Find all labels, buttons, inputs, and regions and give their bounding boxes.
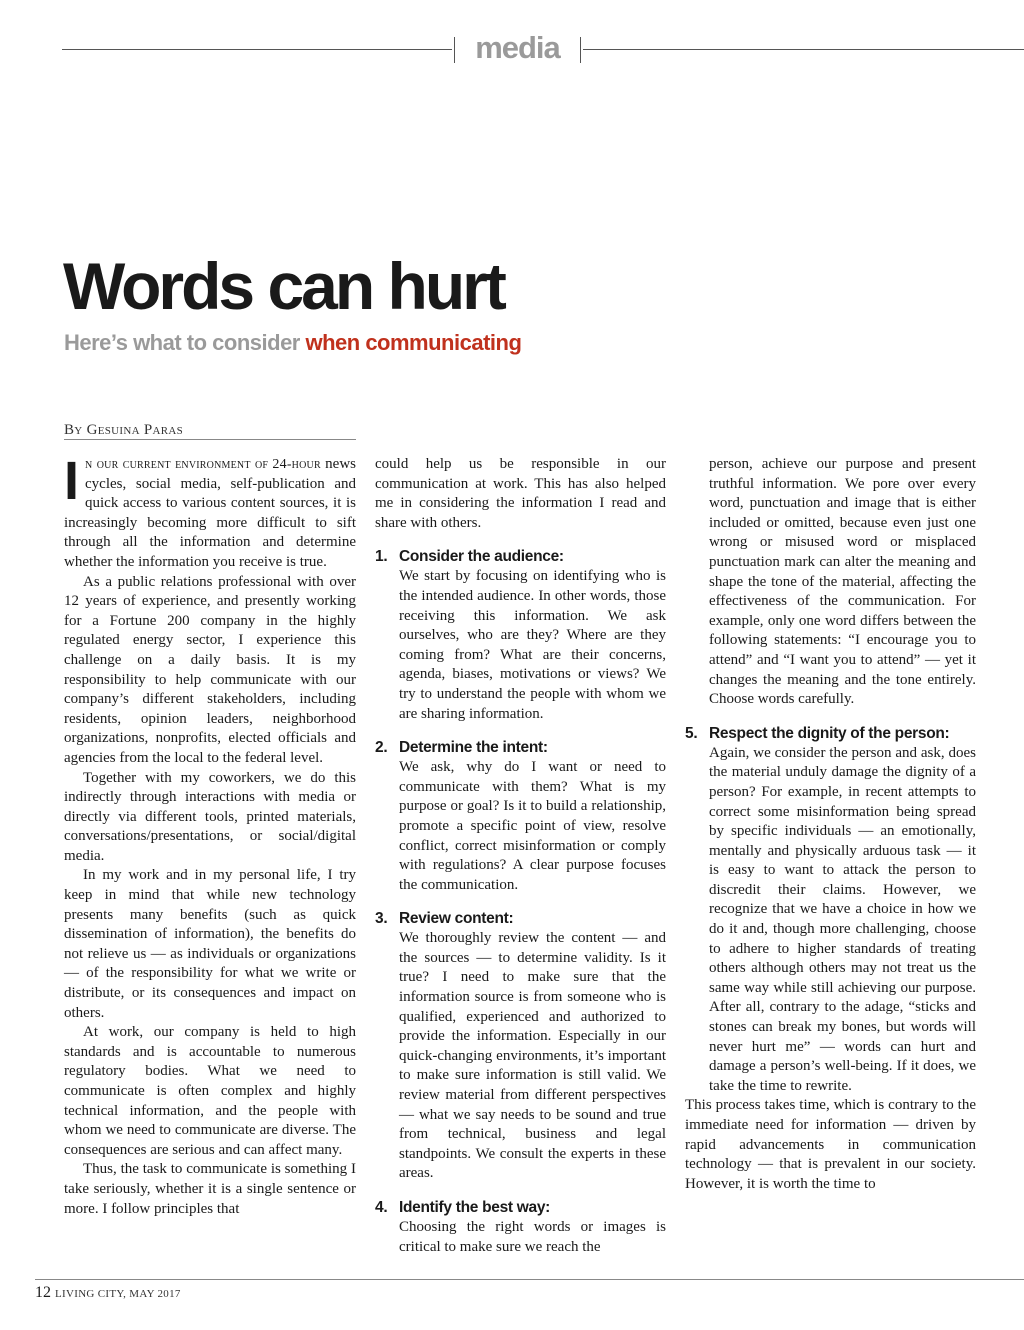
list-item	[375, 547, 666, 724]
list-item	[375, 1198, 666, 1257]
footer-rule	[35, 1279, 1024, 1280]
column-2	[375, 455, 666, 1257]
list-item-title: Review content:	[399, 910, 514, 928]
paragraph-5: At work, our company is held to high standards and is accountable to numerous regulatory bodies. What we need to communicate is often complex and highly technical information, and the people with whom we need to communicate are diverse. The consequences are serious and can affect many.	[64, 1024, 356, 1158]
list-item-heading	[375, 1198, 666, 1218]
paragraph-1-text: news cycles, social media, self-publication and quick access to various content sources, it is increasingly becoming more difficult to sift through all the information and determine whether the information you receive is true.	[64, 456, 357, 570]
list-item-heading	[375, 909, 666, 929]
paragraph-3: Together with my coworkers, we do this indirectly through interactions with media or directly via different tools, printed materials, conversations/presentations, or social/digital media.	[64, 769, 356, 864]
paragraph-1	[64, 451, 357, 573]
column-2-intro: could help us be responsible in our communication at work. This has also helped me in considering the information I read and share with others.	[375, 456, 666, 531]
page-number: 12	[35, 1284, 51, 1301]
list-item-body: Choosing the right words or images is critical to make sure we reach the	[399, 1219, 666, 1255]
column-1	[64, 451, 357, 1219]
subtitle-part-red: when communicating	[305, 330, 522, 355]
column-3	[685, 455, 976, 1194]
list-item-body: We ask, why do I want or need to communicate with them? What is my purpose or goal? Is it to build a relationship, promote a specific point of view, resolve conflict, correct misinformation or comply with regulations? A clear purpose focuses the communication.	[399, 759, 666, 893]
list-item-title: Respect the dignity of the person:	[709, 724, 950, 742]
list-item-number: 1.	[375, 548, 388, 566]
paragraph-2: As a public relations professional with over 12 years of experience, and presently working for a Fortune 200 company in the highly regulated energy sector, I experience this challenge on a daily basis. It is my responsibility to help communicate with our company’s different stakeholders, including residents, opinion leaders, neighborhood organizations, nonprofits, elected officials and agencies from the local to the federal level.	[64, 573, 356, 766]
list-item-body: Again, we consider the person and ask, does the material unduly damage the dignity of a person? For example, in recent attempts to correct some misinformation being spread by specific individuals — an emotionally, mentally and physically arduous task — it is easy to want to attack the person to discredit their claims. However, we recognize that we have a choice in how we do it and, though more challenging, choose to adhere to higher standards of treating others although others may not treat us the same way while still achieving our purpose. After all, contrary to the adage, “sticks and stones can break my bones, but words will never hurt me” — words can hurt and damage a person’s well-being. If it does, we take the time to rewrite.	[709, 744, 976, 1094]
subtitle-part-grey: Here’s what to consider	[64, 330, 306, 355]
closing-paragraph: This process takes time, which is contrary to the immediate need for information — driven by rapid advancements in communication technology — that is prevalent in our society. However, it is worth the time to	[685, 1097, 976, 1192]
paragraph-6: Thus, the task to communicate is something I take seriously, whether it is a single sentence or more. I follow principles that	[64, 1161, 356, 1217]
list-item-title: Consider the audience:	[399, 548, 564, 566]
list-item-heading	[685, 724, 976, 744]
list-item	[685, 724, 976, 1097]
list-item-number: 5.	[685, 724, 698, 742]
paragraph-4: In my work and in my personal life, I try keep in mind that while new technology presents many benefits (such as quick dissemination of information), the benefits do not relieve us — as individuals or organizations — of the responsibility for what we write or distribute, or its consequences and impact on others.	[64, 867, 356, 1021]
article-subtitle	[64, 330, 521, 356]
list-item-title: Determine the intent:	[399, 739, 548, 757]
lead-in-caps: n our current environment of 24-hour	[85, 457, 321, 472]
header-rule-right	[583, 49, 1024, 50]
byline: By Gesuina Paras	[64, 422, 184, 438]
header-rule-left	[62, 49, 452, 50]
article-title: Words can hurt	[63, 249, 504, 323]
list-item	[375, 909, 666, 1184]
list-item	[375, 738, 666, 895]
list-item-title: Identify the best way:	[399, 1199, 551, 1216]
section-label: media	[475, 30, 560, 65]
byline-rule	[64, 439, 356, 440]
header-tick-right	[580, 37, 581, 63]
list-item-number: 2.	[375, 739, 388, 757]
drop-cap: I	[64, 451, 80, 511]
list-item-body: We thoroughly review the content — and the sources — to determine validity. Is it true? I need to make sure that the information source is from someone who is qualified, experienced and authorized to provide the information. Especially in our quick-changing environments, it’s important to make sure information is still valid. We review material from different perspectives — what we say needs to be sound and true from technical, business and legal standpoints. We consult the experts in these areas.	[399, 930, 666, 1182]
publication-info: LIVING CITY, MAY 2017	[55, 1288, 181, 1300]
list-item-heading	[375, 738, 666, 758]
page-footer	[35, 1284, 181, 1302]
list-item-body: We start by focusing on identifying who is the intended audience. In other words, those receiving this information. We ask ourselves, who are they? Where are they coming from? What are their concerns, agenda, biases, motivations or views? We try to understand the people with whom we are sharing information.	[399, 568, 666, 722]
list-item-heading	[375, 547, 666, 567]
list-item-number: 3.	[375, 910, 388, 928]
list-item-number: 4.	[375, 1199, 388, 1216]
list-item-continued: person, achieve our purpose and present truthful information. We pore over every word, punctuation and image that is either included or omitted, because even just one wrong or misused word or misplaced punctuation mark can alter the meaning and shape the tone of the material, affecting the effectiveness of the communication. For example, only one word differs between the following statements: “I encourage you to attend” and “I want you to attend” — yet it changes the meaning and the tone entirely. Choose words carefully.	[709, 456, 976, 708]
